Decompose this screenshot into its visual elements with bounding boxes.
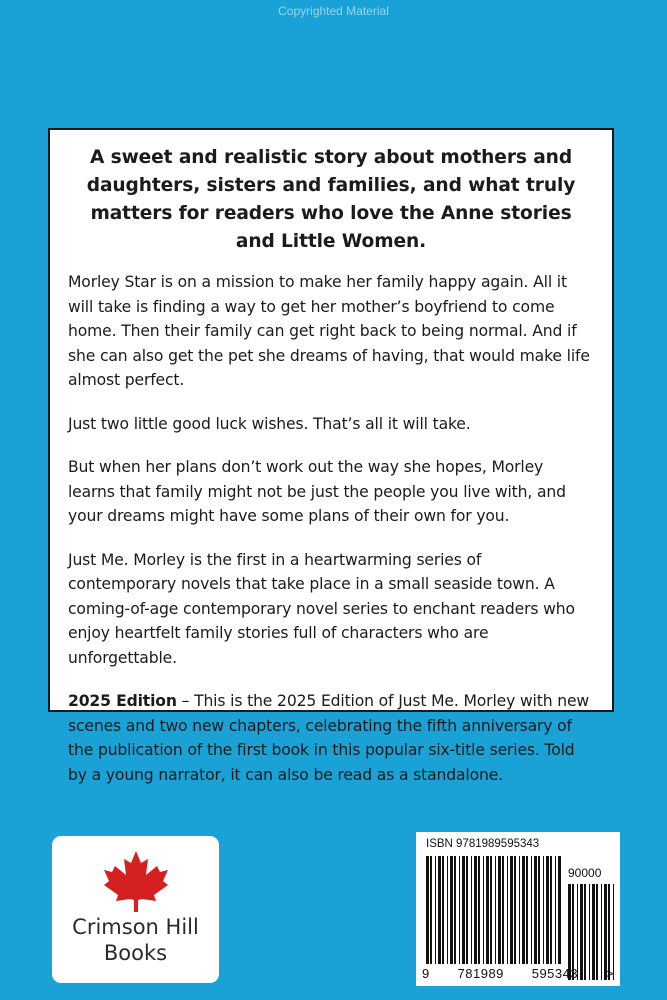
edition-note (68, 689, 594, 787)
edition-label: 2025 Edition (68, 692, 177, 710)
blurb-paragraph-2: Just two little good luck wishes. That’s all it will take. (68, 414, 471, 433)
publisher-name-line-2: Books (103, 941, 168, 965)
barcode-digit-lead: 9 (422, 966, 430, 981)
edition-text: – This is the 2025 Edition of Just Me. Morley with new scenes and two new chapters, celebrating the fifth anniversary of the publication of the first book in this popular six-title series. Told by a young narrator, it can also be read as a standalone. (68, 692, 590, 784)
back-cover-blurb (48, 128, 614, 784)
barcode-bars (416, 832, 620, 986)
barcode-digit-end: > (605, 966, 614, 981)
copyright-watermark: Copyrighted Material (278, 4, 389, 18)
maple-leaf-icon (102, 848, 170, 914)
barcode-digits (422, 966, 614, 981)
blurb-paragraph-4: Just Me. Morley is the first in a heartwarming series of contemporary novels that take place in a small seaside town. A coming-of-age contemporary novel series to enchant readers who enjoy heartfelt family stories full of characters who are unforgettable. (68, 550, 575, 667)
blurb-paragraph-3: But when her plans don’t work out the way she hopes, Morley learns that family might not be just the people you live with, and your dreams might have some plans of their own for you. (68, 458, 566, 525)
tagline: A sweet and realistic story about mothers and daughters, sisters and families, and what truly matters for readers who love the Anne stories and Little Women. (86, 147, 576, 252)
blurb-paragraph-1: Morley Star is on a mission to make her family happy again. All it will take is finding a way to get her mother’s boyfriend to come home. Then their family can get right back to being normal. And if she can also get the pet she dreams of having, that would make life almost perfect. (68, 273, 590, 389)
barcode-digits-left: 781989 (457, 966, 504, 981)
publisher-logo (52, 836, 219, 983)
barcode-digits-right: 595343 (531, 966, 579, 981)
publisher-name-line-1: Crimson Hill (72, 915, 199, 939)
isbn-barcode (416, 832, 620, 986)
price-code: 90000 (568, 866, 602, 880)
isbn-label: ISBN 9781989595343 (426, 838, 540, 850)
